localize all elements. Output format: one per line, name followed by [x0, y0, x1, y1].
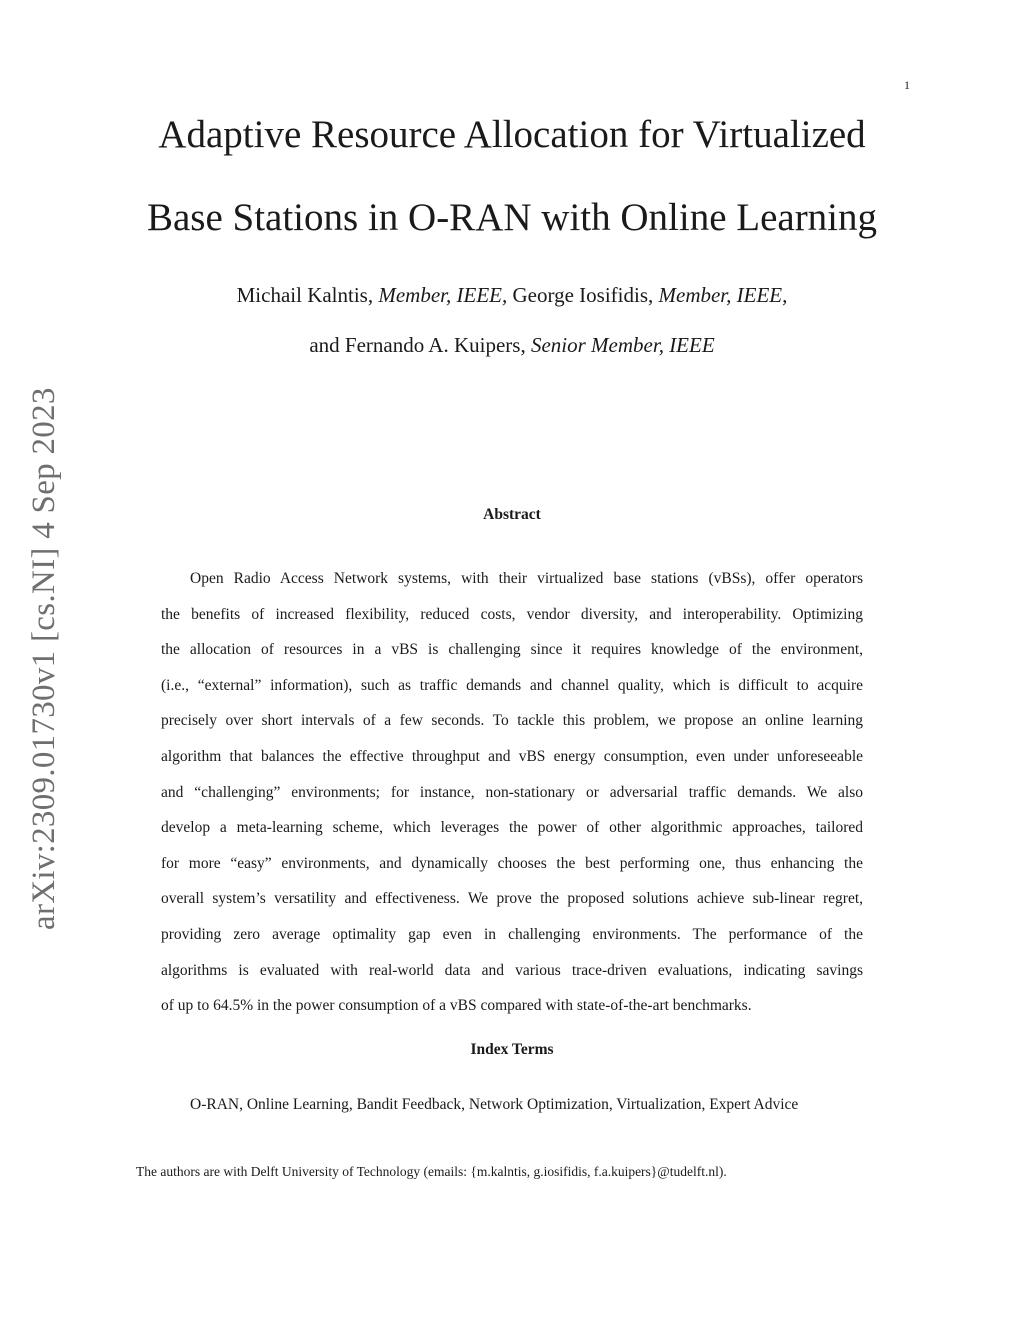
author-name: and Fernando A. Kuipers, [309, 333, 531, 357]
paper-title-line-1: Adaptive Resource Allocation for Virtualized [158, 113, 866, 156]
abstract-line: precisely over short intervals of a few seconds. To tackle this problem, we propose an online learning [161, 712, 863, 730]
abstract-line: (i.e., “external” information), such as traffic demands and channel quality, which is difficult to acquire [161, 676, 863, 694]
abstract-line: algorithms is evaluated with real-world data and various trace-driven evaluations, indicating savings [161, 961, 863, 979]
abstract-line: develop a meta-learning scheme, which leverages the power of other algorithmic approaches, tailored [161, 819, 863, 837]
abstract-line: the benefits of increased flexibility, reduced costs, vendor diversity, and interoperability. Optimizing [161, 605, 863, 623]
abstract-line: Open Radio Access Network systems, with their virtualized base stations (vBSs), offer operators [190, 570, 863, 587]
author-membership: Member, IEEE, [658, 283, 788, 307]
arxiv-side-stamp: arXiv:2309.01730v1 [cs.NI] 4 Sep 2023 [26, 387, 62, 930]
author-line-1 [0, 281, 1024, 309]
paper-title-line-2: Base Stations in O-RAN with Online Learning [146, 196, 878, 239]
abstract-line: overall system’s versatility and effectiveness. We prove the proposed solutions achieve sub-linear regret, [161, 890, 863, 908]
index-terms-heading: Index Terms [470, 1041, 554, 1058]
page-number: 1 [904, 78, 910, 92]
abstract-line: and “challenging” environments; for instance, non-stationary or adversarial traffic demands. We also [161, 783, 863, 801]
author-membership: Senior Member, IEEE [530, 333, 715, 357]
abstract-line: for more “easy” environments, and dynamically chooses the best performing one, thus enhancing the [161, 854, 863, 872]
abstract-line: the allocation of resources in a vBS is challenging since it requires knowledge of the environment, [161, 641, 863, 659]
author-affiliation-footnote: The authors are with Delft University of Technology (emails: {m.kalntis, g.iosifidis, f.a.kuipers}@tudelft.nl). [136, 1164, 727, 1179]
abstract-line: of up to 64.5% in the power consumption of a vBS compared with state-of-the-art benchmarks. [161, 997, 752, 1015]
author-membership: Member, IEEE, [378, 283, 513, 307]
author-name: Michail Kalntis, [236, 283, 379, 307]
abstract-body [161, 561, 863, 1024]
abstract-heading: Abstract [483, 506, 541, 523]
index-terms-text: O-RAN, Online Learning, Bandit Feedback, Network Optimization, Virtualization, Expert Advice [190, 1096, 799, 1113]
abstract-line: algorithm that balances the effective throughput and vBS energy consumption, even under unforeseeable [161, 747, 863, 765]
author-line-2 [0, 331, 1024, 359]
author-name: George Iosifidis, [512, 283, 659, 307]
abstract-line: providing zero average optimality gap even in challenging environments. The performance of the [161, 925, 863, 943]
